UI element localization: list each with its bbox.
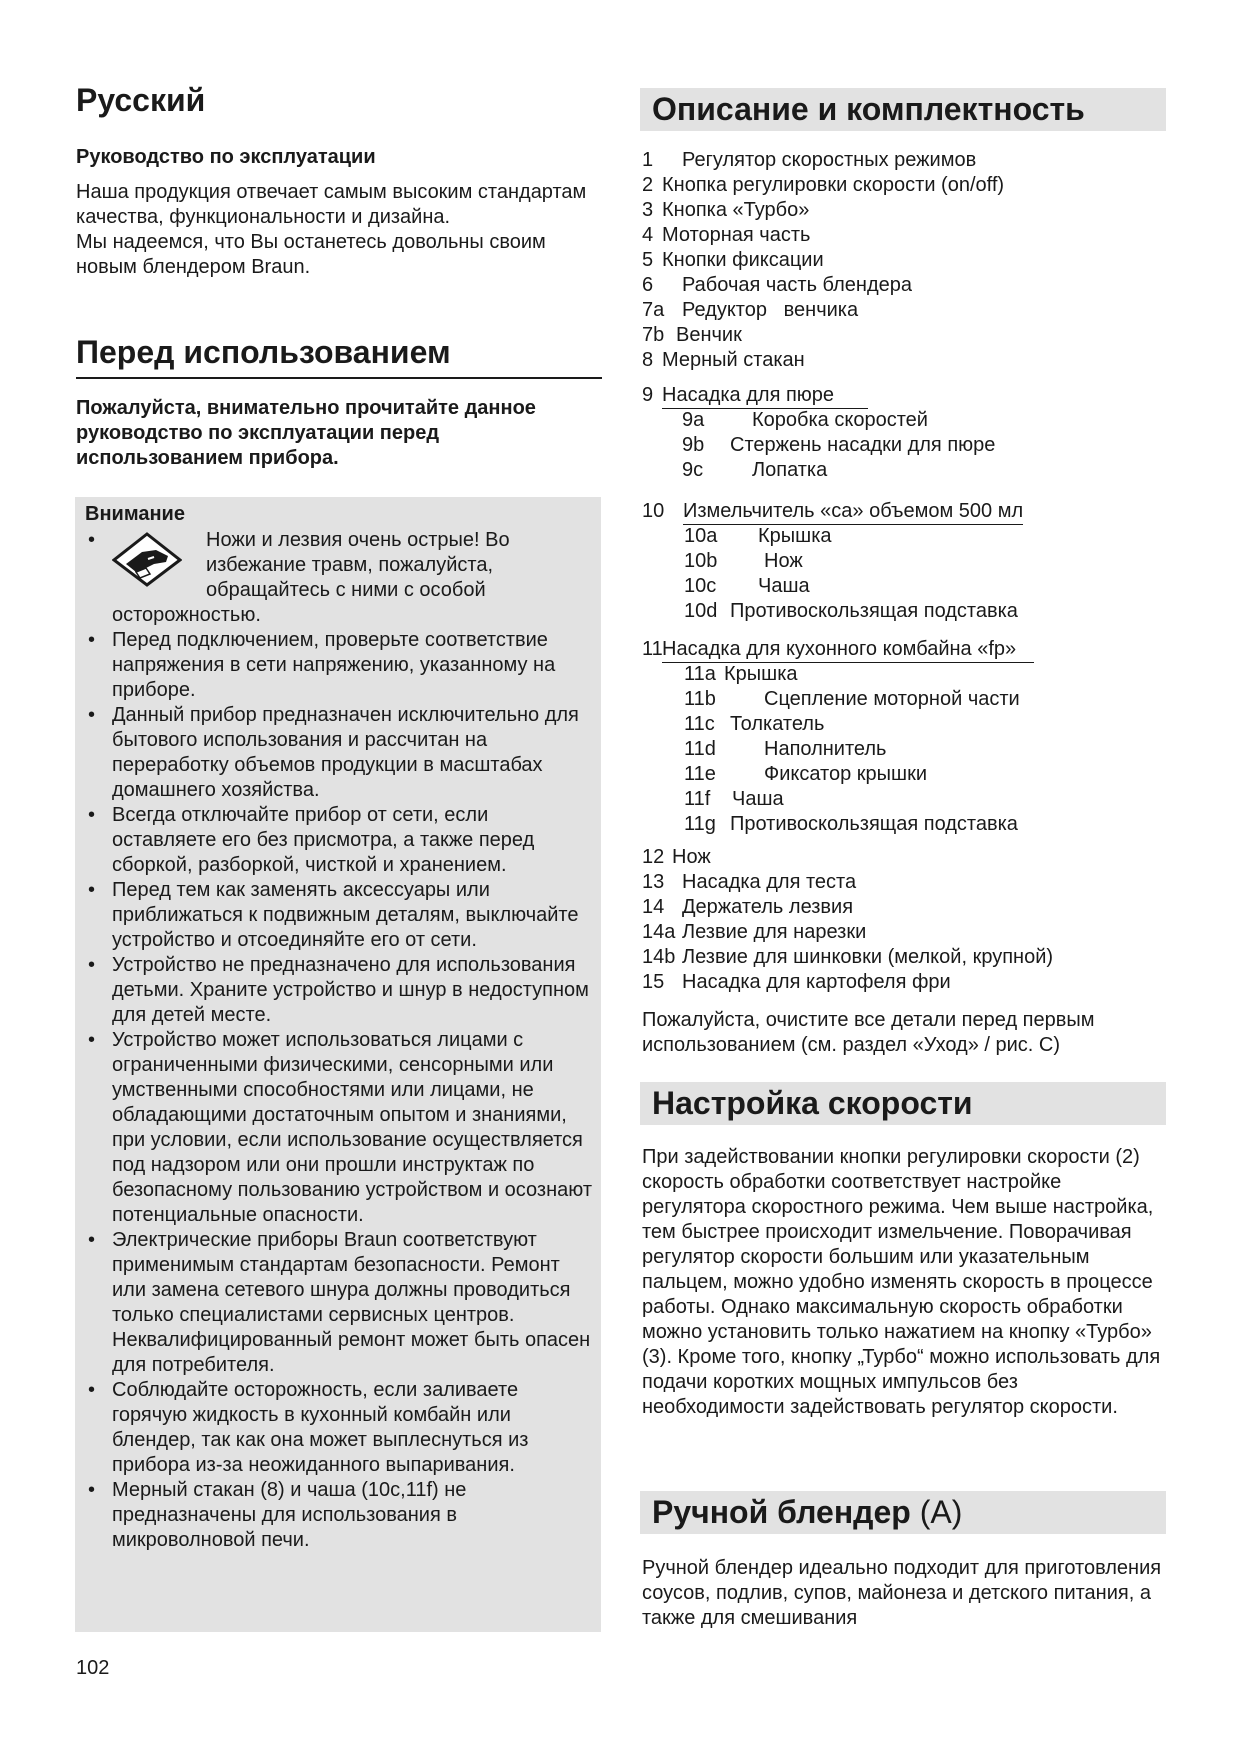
- list-item: [640, 787, 1166, 812]
- item-number: 15: [642, 971, 665, 993]
- list-item: [640, 662, 1166, 687]
- list-item: [640, 273, 1166, 298]
- list-item: [640, 970, 1166, 995]
- warning-list: [75, 528, 601, 1553]
- list-item: [640, 499, 1166, 524]
- intro-text: [76, 180, 596, 280]
- item-label: Насадка для кухонного комбайна «fp»: [662, 637, 1034, 663]
- item-label: Кнопки фиксации: [662, 249, 824, 271]
- parts-list-group-10: [640, 499, 1166, 624]
- read-manual-notice: Пожалуйста, внимательно прочитайте данное руководство по эксплуатации перед использованием прибора.: [76, 397, 536, 469]
- list-item: [640, 762, 1166, 787]
- item-number: 11: [642, 638, 663, 660]
- parts-list-group-12: [640, 845, 1166, 995]
- list-item: [640, 812, 1166, 837]
- item-number: 14b: [642, 946, 676, 968]
- item-label: Держатель лезвия: [682, 896, 854, 918]
- list-item: [640, 737, 1166, 762]
- item-number: 12: [642, 846, 665, 868]
- list-item: [640, 524, 1166, 549]
- item-number: 10c: [684, 575, 717, 597]
- list-item: [640, 383, 1166, 408]
- item-label: Сцепление моторной части: [764, 688, 1020, 710]
- list-item: [640, 549, 1166, 574]
- list-item: [640, 173, 1166, 198]
- intro-paragraph-2: Мы надеемся, что Вы останетесь довольны своим новым блендером Braun.: [76, 231, 546, 278]
- item-number: 9c: [682, 459, 704, 481]
- item-label: Нож: [764, 550, 803, 572]
- item-label: Противоскользящая подставка: [730, 813, 1018, 835]
- item-number: 14a: [642, 921, 676, 943]
- blender-text: Ручной блендер идеально подходит для приготовления соусов, подлив, супов, майонеза и детского питания, а также для смешивания: [642, 1557, 1162, 1629]
- item-label: Противоскользящая подставка: [730, 600, 1018, 622]
- warning-item: [75, 528, 601, 628]
- intro-paragraph-1: Наша продукция отвечает самым высоким стандартам качества, функциональности и дизайна.: [76, 181, 587, 228]
- blender-title-figure-ref: (A): [919, 1494, 963, 1530]
- blender-section-header: [640, 1491, 1166, 1534]
- item-label: Крышка: [758, 525, 832, 547]
- item-number: 4: [642, 224, 654, 246]
- item-label: Измельчитель «са» объемом 500 мл: [683, 499, 1023, 525]
- list-item: [640, 248, 1166, 273]
- warning-box: [75, 497, 601, 1632]
- item-number: 2: [642, 174, 654, 196]
- item-number: 11c: [684, 713, 715, 735]
- item-label: Коробка скоростей: [752, 409, 928, 431]
- parts-list-group-11: [640, 637, 1166, 837]
- item-label: Чаша: [732, 788, 784, 810]
- list-item: [640, 348, 1166, 373]
- item-label: Венчик: [676, 324, 742, 346]
- list-item: [640, 845, 1166, 870]
- item-label: Нож: [672, 846, 711, 868]
- item-number: 7b: [642, 324, 665, 346]
- parts-list-group-9: [640, 383, 1166, 483]
- item-label: Наполнитель: [764, 738, 887, 760]
- item-label: Кнопка регулировки скорости (on/off): [662, 174, 1005, 196]
- list-item: [640, 223, 1166, 248]
- item-label: Редуктор венчика: [682, 299, 859, 321]
- list-item: [640, 599, 1166, 624]
- warning-item: • Данный прибор предназначен исключительно для бытового использования и рассчитан на переработку объемов продукции в масштабах домашнего хозяйства.: [75, 703, 601, 803]
- list-item: [640, 574, 1166, 599]
- manual-subtitle: Руководство по эксплуатации: [76, 146, 376, 168]
- item-label: Стержень насадки для пюре: [730, 434, 996, 456]
- list-item: [640, 712, 1166, 737]
- list-item: [640, 148, 1166, 173]
- description-title: Описание и комплектность: [652, 91, 1085, 127]
- item-label: Мерный стакан: [662, 349, 805, 371]
- item-number: 1: [642, 149, 654, 171]
- item-number: 11e: [684, 763, 716, 785]
- item-label: Лезвие для нарезки: [682, 921, 867, 943]
- item-label: Чаша: [758, 575, 810, 597]
- warning-heading: Внимание: [85, 503, 185, 525]
- warning-item: • Всегда отключайте прибор от сети, если оставляете его без присмотра, а также перед сборкой, разборкой, чисткой и хранением.: [75, 803, 601, 878]
- list-item: [640, 323, 1166, 348]
- list-item: [640, 433, 1166, 458]
- warning-item: • Перед подключением, проверьте соответствие напряжения в сети напряжению, указанному на приборе.: [75, 628, 601, 703]
- page-number: 102: [76, 1657, 110, 1679]
- item-label: Насадка для пюре: [662, 383, 868, 409]
- warning-item: • Устройство может использоваться лицами с ограниченными физическими, сенсорными или умственными способностями или лицами, не обладающими достаточным опытом и знаниями, при условии, если использование осуществляется под надзором или они прошли инструктаж по безопасному пользованию устройством и осознают потенциальные опасности.: [75, 1028, 601, 1228]
- language-title: Русский: [76, 82, 206, 118]
- before-use-title: Перед использованием: [76, 334, 602, 379]
- sharp-blade-warning-icon: [112, 532, 182, 587]
- speed-section-header: [640, 1082, 1166, 1125]
- blender-title: [652, 1494, 962, 1531]
- description-section-header: [640, 88, 1166, 131]
- item-number: 3: [642, 199, 654, 221]
- item-label: Крышка: [724, 663, 798, 685]
- item-number: 9a: [682, 409, 705, 431]
- warning-item: • Перед тем как заменять аксессуары или приближаться к подвижным деталям, выключайте устройство и отсоединяйте его от сети.: [75, 878, 601, 953]
- item-number: 9: [642, 384, 654, 406]
- item-number: 7a: [642, 299, 665, 321]
- list-item: [640, 687, 1166, 712]
- item-label: Лопатка: [752, 459, 828, 481]
- list-item: [640, 920, 1166, 945]
- item-number: 11a: [684, 663, 716, 685]
- warning-item: • Соблюдайте осторожность, если заливаете горячую жидкость в кухонный комбайн или блендер, так как она может выплеснуться из прибора из-за неожиданного выпаривания.: [75, 1378, 601, 1478]
- warning-item: • Электрические приборы Braun соответствуют применимым стандартам безопасности. Ремонт или замена сетевого шнура должны проводиться только специалистами сервисных центров. Неквалифицированный ремонт может быть опасен для потребителя.: [75, 1228, 601, 1378]
- warning-item-text: Ножи и лезвия очень острые! Во избежание травм, пожалуйста, обращайтесь с ними с особой осторожностью.: [112, 529, 510, 626]
- item-label: Насадка для теста: [682, 871, 857, 893]
- item-number: 8: [642, 349, 654, 371]
- item-label: Толкатель: [730, 713, 825, 735]
- item-label: Рабочая часть блендера: [682, 274, 912, 296]
- warning-item: • Устройство не предназначено для использования детьми. Храните устройство и шнур в недоступном для детей месте.: [75, 953, 601, 1028]
- item-label: Кнопка «Турбо»: [662, 199, 810, 221]
- speed-title: Настройка скорости: [652, 1085, 973, 1121]
- item-number: 11f: [684, 788, 711, 810]
- parts-list-group-1: [640, 148, 1166, 373]
- item-number: 13: [642, 871, 665, 893]
- list-item: [640, 945, 1166, 970]
- item-number: 11g: [684, 813, 716, 835]
- item-label: Лезвие для шинковки (мелкой, крупной): [682, 946, 1054, 968]
- item-number: 10b: [684, 550, 718, 572]
- item-label: Насадка для картофеля фри: [682, 971, 951, 993]
- list-item: [640, 298, 1166, 323]
- speed-text: При задействовании кнопки регулировки скорости (2) скорость обработки соответствует настройке регулятора скоростного режима. Чем выше настройка, тем быстрее происходит измельчение. Поворачивая регулятор скорости большим или указательным пальцем, можно удобно изменять скорость в процессе работы. Однако максимальную скорость обработки можно установить только нажатием на кнопку «Турбо» (3). Кроме того, кнопку „Турбо“ можно использовать для подачи коротких мощных импульсов без необходимости задействовать регулятор скорости.: [642, 1146, 1161, 1418]
- list-item: [640, 198, 1166, 223]
- clean-before-use-note: Пожалуйста, очистите все детали перед первым использованием (см. раздел «Уход» / рис. C): [642, 1009, 1095, 1056]
- item-number: 10d: [684, 600, 718, 622]
- item-label: Фиксатор крышки: [764, 763, 927, 785]
- list-item: [640, 870, 1166, 895]
- warning-item: • Мерный стакан (8) и чаша (10c,11f) не предназначены для использования в микроволновой печи.: [75, 1478, 601, 1553]
- item-number: 5: [642, 249, 654, 271]
- blender-title-text: Ручной блендер: [652, 1494, 911, 1530]
- item-number: 11d: [684, 738, 716, 760]
- item-label: Регулятор скоростных режимов: [682, 149, 977, 171]
- list-item: [640, 637, 1166, 662]
- item-number: 9b: [682, 434, 705, 456]
- item-number: 6: [642, 274, 654, 296]
- item-number: 11b: [684, 688, 716, 710]
- item-number: 14: [642, 896, 665, 918]
- list-item: [640, 895, 1166, 920]
- item-label: Моторная часть: [662, 224, 811, 246]
- item-number: 10: [642, 500, 665, 522]
- list-item: [640, 408, 1166, 433]
- item-number: 10a: [684, 525, 718, 547]
- list-item: [640, 458, 1166, 483]
